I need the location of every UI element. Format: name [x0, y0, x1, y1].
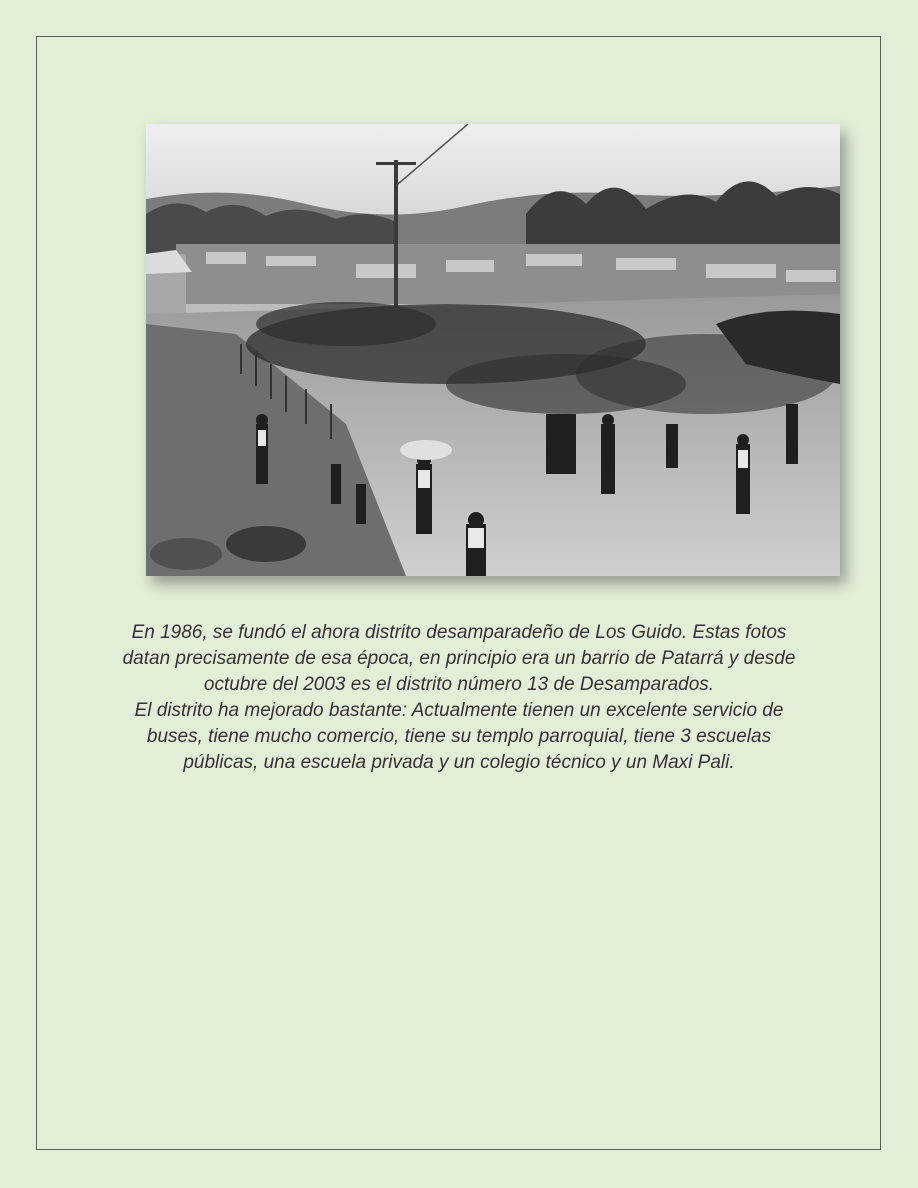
- caption-paragraph-improvements: El distrito ha mejorado bastante: Actualmente tienen un excelente servicio de buses, tiene mucho comercio, tiene su templo parroquial, tiene 3 escuelas públicas, una escuela privada y un colegio técnico y un Maxi Pali.: [134, 700, 784, 773]
- photo-caption: [120, 620, 798, 776]
- crowd-photo-icon: [146, 124, 840, 576]
- caption-paragraph-history: En 1986, se fundó el ahora distrito desamparadeño de Los Guido. Estas fotos datan precisamente de esa época, en principio era un barrio de Patarrá y desde octubre del 2003 es el distrito número 13 de Desamparados.: [122, 622, 796, 695]
- historical-photo: [146, 124, 840, 576]
